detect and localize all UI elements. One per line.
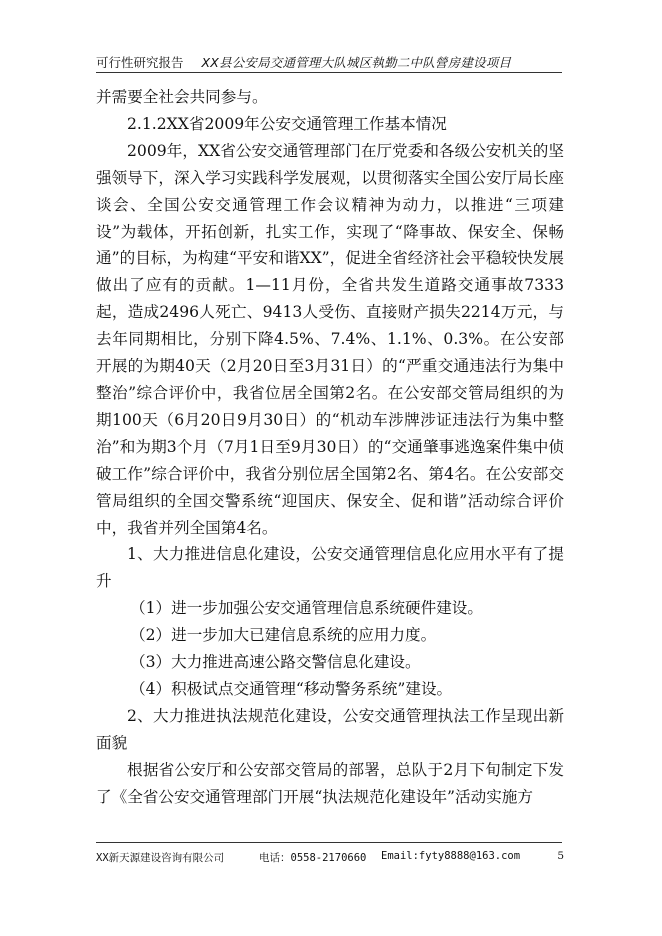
page-number: 5: [557, 850, 564, 862]
header-doc-type: 可行性研究报告: [96, 55, 184, 70]
footer-company: XX新天源建设咨询有限公司: [96, 852, 225, 864]
page-header: [96, 53, 562, 71]
subheading-law-enforcement: 2、大力推进执法规范化建设，公安交通管理执法工作呈现出新面貌: [96, 706, 564, 752]
footer-phone: 电话：0558-2170660: [259, 852, 367, 864]
list-item: （1）进一步加强公安交通管理信息系统硬件建设。: [130, 599, 483, 618]
list-item: （3）大力推进高速公路交警信息化建设。: [130, 653, 421, 672]
footer-divider: [96, 842, 562, 843]
paragraph-deployment: 根据省公安厅和公安部交管局的部署，总队于2月下旬制定下发了《全省公安交通管理部门开展“执法规范化建设年”活动实施方: [96, 760, 564, 806]
section-heading: 2.1.2XX省2009年公安交通管理工作基本情况: [127, 114, 447, 133]
header-project-name: XX县公安局交通管理大队城区執勤二中队營房建设项目: [201, 55, 512, 70]
footer-email: Email:fyty8888@163.com: [381, 850, 521, 862]
list-item: （2）进一步加大已建信息系统的应用力度。: [130, 626, 437, 645]
paragraph-continuation: 并需要全社会共同参与。: [96, 88, 268, 106]
paragraph-overview: 2009年，XX省公安交通管理部门在厅党委和各级公安机关的坚强领导下，深入学习实践科学发展观，以贯彻落实全国公安厅局长座谈会、全国公安交通管理工作会议精神为动力，以推进“三项建设”为载体，开拓创新，扎实工作，实现了“降事故、保安全、保畅通”的目标，为构建“平安和谐XX”，促进全省经济社会平稳较快发展做出了应有的贡献。1—11月份，全省共发生道路交通事故7333起，造成2496人死亡、9413人受伤、直接财产损失2214万元，与去年同期相比，分别下降4.5%、7.4%、1.1%、0.3%。在公安部开展的为期40天（2月20日至3月31日）的“严重交通违法行为集中整治”综合评价中，我省位居全国第2名。在公安部交管局组织的为期100天（6月20日9月30日）的“机动车涉牌涉证违法行为集中整治”和为期3个月（7月1日至9月30日）的“交通肇事逃逸案件集中侦破工作”综合评价中，我省分别位居全国第2名、第4名。在公安部交管局组织的全国交警系统“迎国庆、保安全、促和谐”活动综合评价中，我省并列全国第4名。: [96, 141, 564, 537]
subheading-informatization: 1、大力推进信息化建设，公安交通管理信息化应用水平有了提升: [96, 545, 564, 591]
header-divider: [96, 72, 562, 73]
document-body: [96, 84, 564, 810]
list-item: （4）积极试点交通管理“移动警务系统”建设。: [130, 679, 453, 698]
